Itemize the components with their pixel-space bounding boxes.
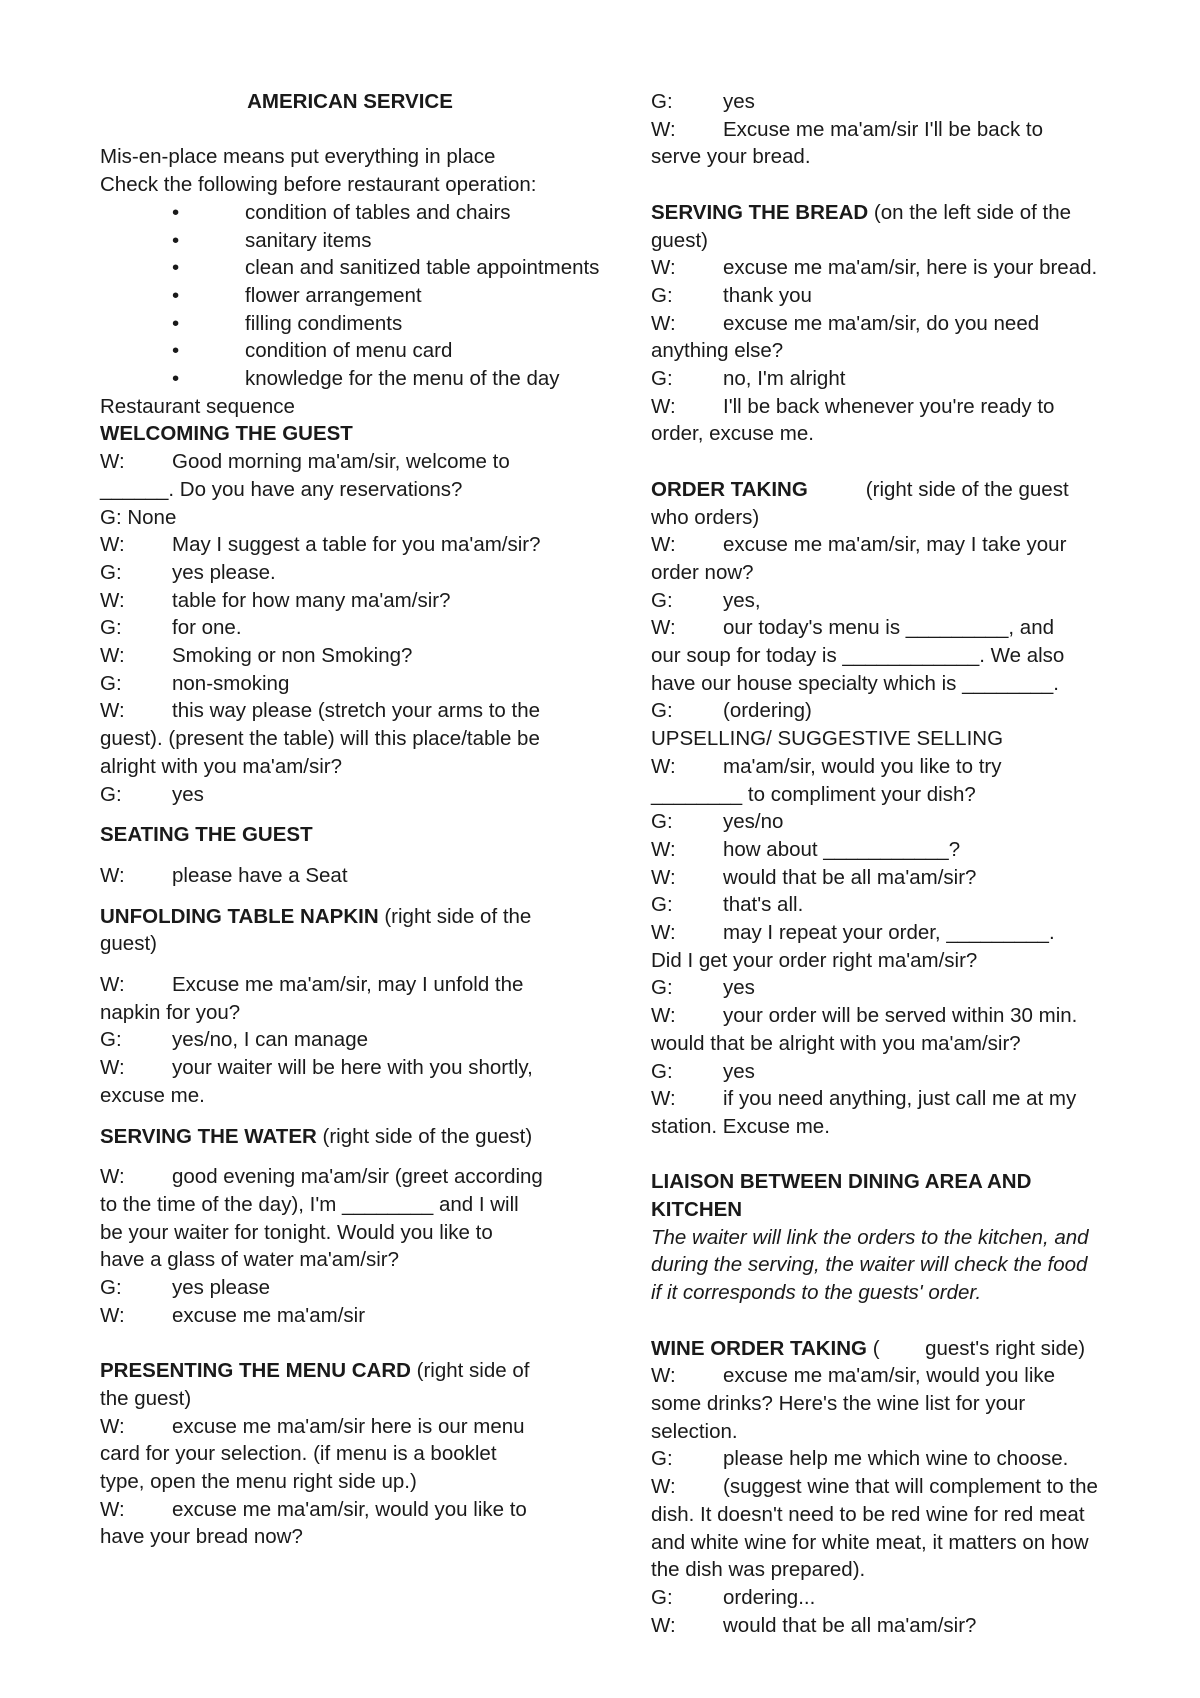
- dialogue-line: ______. Do you have any reservations?: [100, 477, 463, 501]
- left-column: [100, 88, 600, 1551]
- dialogue-line: [651, 697, 1136, 725]
- dialogue-line: have your bread now?: [100, 1525, 303, 1549]
- bullet-icon: •: [172, 283, 180, 307]
- dialogue-block: [651, 88, 1136, 171]
- dialogue-block: [651, 1362, 1136, 1639]
- bullet-icon: •: [172, 339, 180, 363]
- speaker-label: W:: [651, 256, 676, 280]
- speaker-label: G:: [100, 782, 122, 806]
- section-heading: SERVING THE BREAD (on the left side of the: [651, 200, 1072, 224]
- dialogue-line: [651, 1584, 1136, 1612]
- dialogue-line: [651, 919, 1136, 947]
- dialogue-block: [100, 971, 600, 1110]
- section-heading: SEATING THE GUEST: [100, 823, 313, 847]
- speaker-label: W:: [100, 533, 125, 557]
- dialogue-text: May I suggest a table for you ma'am/sir?: [172, 533, 541, 557]
- speaker-label: W:: [100, 699, 125, 723]
- speaker-label: G:: [651, 1059, 673, 1083]
- speaker-label: G:: [100, 560, 122, 584]
- liaison-text: during the serving, the waiter will check the food: [651, 1253, 1088, 1277]
- section-heading: PRESENTING THE MENU CARD (right side of: [100, 1359, 530, 1383]
- bullet-icon: •: [172, 256, 180, 280]
- speaker-label: W:: [651, 837, 676, 861]
- sequence-label: Restaurant sequence: [100, 394, 295, 418]
- dialogue-block: [651, 254, 1136, 448]
- checklist-item: • clean and sanitized table appointments: [100, 254, 600, 282]
- liaison-text: The waiter will link the orders to the kitchen, and: [651, 1225, 1089, 1249]
- dialogue-text: our today's menu is _________, and: [723, 616, 1055, 640]
- speaker-label: G:: [651, 367, 673, 391]
- dialogue-text: (suggest wine that will complement to the: [723, 1475, 1098, 1499]
- dialogue-line: [651, 254, 1136, 282]
- dialogue-line: [651, 587, 1136, 615]
- dialogue-text: table for how many ma'am/sir?: [172, 588, 451, 612]
- speaker-label: G:: [100, 1028, 122, 1052]
- speaker-label: W:: [651, 1364, 676, 1388]
- dialogue-text: no, I'm alright: [723, 367, 846, 391]
- dialogue-line: [100, 642, 600, 670]
- section-note: who orders): [651, 505, 760, 529]
- section-heading: KITCHEN: [651, 1198, 743, 1222]
- dialogue-line: have our house specialty which is ________.: [651, 671, 1059, 695]
- dialogue-text: how about ___________?: [723, 837, 961, 861]
- dialogue-block: [100, 448, 600, 808]
- dialogue-line: ________ to compliment your dish?: [651, 782, 976, 806]
- dialogue-block: [100, 1163, 600, 1329]
- dialogue-line: [651, 1362, 1136, 1390]
- dialogue-line: the dish was prepared).: [651, 1558, 866, 1582]
- dialogue-text: please help me which wine to choose.: [723, 1447, 1069, 1471]
- dialogue-text: that's all.: [723, 893, 804, 917]
- dialogue-text: may I repeat your order, _________.: [723, 921, 1055, 945]
- bullet-icon: •: [172, 228, 180, 252]
- speaker-label: W:: [100, 450, 125, 474]
- dialogue-text: Excuse me ma'am/sir I'll be back to: [723, 117, 1043, 141]
- dialogue-line: [651, 1002, 1136, 1030]
- speaker-label: W:: [651, 865, 676, 889]
- dialogue-line: [651, 310, 1136, 338]
- dialogue-line: guest). (present the table) will this place/table be: [100, 727, 540, 751]
- speaker-label: W:: [651, 1087, 676, 1111]
- speaker-label: W:: [100, 588, 125, 612]
- dialogue-line: [651, 891, 1136, 919]
- dialogue-text: yes please: [172, 1276, 271, 1300]
- dialogue-block: [100, 1413, 600, 1552]
- dialogue-line: [100, 1413, 600, 1441]
- dialogue-line: [651, 836, 1136, 864]
- dialogue-text: your waiter will be here with you shortly,: [172, 1056, 533, 1080]
- speaker-label: G:: [651, 976, 673, 1000]
- dialogue-line: [651, 1445, 1136, 1473]
- intro-line: Mis-en-place means put everything in place: [100, 145, 496, 169]
- dialogue-line: [100, 1302, 600, 1330]
- bullet-icon: •: [172, 200, 180, 224]
- dialogue-text: thank you: [723, 283, 812, 307]
- speaker-label: W:: [651, 921, 676, 945]
- dialogue-line: [651, 365, 1136, 393]
- dialogue-line: UPSELLING/ SUGGESTIVE SELLING: [651, 727, 1004, 751]
- dialogue-line: our soup for today is ____________. We also: [651, 644, 1065, 668]
- dialogue-line: [651, 614, 1136, 642]
- dialogue-line: [100, 971, 600, 999]
- checklist-item: • condition of menu card: [100, 337, 600, 365]
- dialogue-line: [651, 88, 1136, 116]
- checklist-item: • knowledge for the menu of the day: [100, 365, 600, 393]
- dialogue-line: [100, 670, 600, 698]
- checklist-item: • filling condiments: [100, 310, 600, 338]
- section-heading: ORDER TAKING (right side of the guest: [651, 477, 1069, 501]
- dialogue-line: [100, 1274, 600, 1302]
- speaker-label: W:: [651, 1613, 676, 1637]
- speaker-label: G:: [651, 588, 673, 612]
- speaker-label: G:: [651, 283, 673, 307]
- speaker-label: W:: [651, 117, 676, 141]
- bullet-icon: •: [172, 367, 180, 391]
- dialogue-text: yes: [723, 976, 755, 1000]
- dialogue-text: excuse me ma'am/sir, may I take your: [723, 533, 1067, 557]
- dialogue-line: [100, 1163, 600, 1191]
- section-heading: WINE ORDER TAKING ( guest's right side): [651, 1336, 1086, 1360]
- dialogue-line: [100, 587, 600, 615]
- dialogue-text: good evening ma'am/sir (greet according: [172, 1165, 543, 1189]
- dialogue-text: Good morning ma'am/sir, welcome to: [172, 450, 510, 474]
- dialogue-text: excuse me ma'am/sir, do you need: [723, 311, 1040, 335]
- checklist-item: • sanitary items: [100, 227, 600, 255]
- dialogue-line: dish. It doesn't need to be red wine for red meat: [651, 1502, 1085, 1526]
- section-heading: WELCOMING THE GUEST: [100, 422, 353, 446]
- dialogue-text: for one.: [172, 616, 242, 640]
- dialogue-line: [651, 1058, 1136, 1086]
- dialogue-line: selection.: [651, 1419, 738, 1443]
- speaker-label: G:: [100, 1276, 122, 1300]
- dialogue-text: yes/no, I can manage: [172, 1028, 369, 1052]
- dialogue-line: [651, 974, 1136, 1002]
- dialogue-line: [100, 559, 600, 587]
- dialogue-line: [651, 808, 1136, 836]
- dialogue-line: be your waiter for tonight. Would you like to: [100, 1220, 493, 1244]
- dialogue-line: [651, 864, 1136, 892]
- dialogue-text: your order will be served within 30 min.: [723, 1004, 1078, 1028]
- dialogue-line: [651, 1612, 1136, 1640]
- intro-line: Check the following before restaurant operation:: [100, 173, 537, 197]
- dialogue-line: alright with you ma'am/sir?: [100, 754, 343, 778]
- speaker-label: G:: [651, 90, 673, 113]
- dialogue-text: would that be all ma'am/sir?: [723, 1613, 977, 1637]
- dialogue-text: yes: [723, 90, 755, 113]
- speaker-label: W:: [651, 616, 676, 640]
- dialogue-line: [100, 448, 600, 476]
- dialogue-line: [100, 1496, 600, 1524]
- speaker-label: W:: [651, 754, 676, 778]
- dialogue-line: [100, 1054, 600, 1082]
- dialogue-line: serve your bread.: [651, 145, 811, 169]
- dialogue-line: [651, 531, 1136, 559]
- dialogue-line: order now?: [651, 560, 754, 584]
- dialogue-text: excuse me ma'am/sir, would you like to: [172, 1497, 527, 1521]
- dialogue-line: excuse me.: [100, 1083, 205, 1107]
- dialogue-text: yes,: [723, 588, 761, 612]
- section-note: guest): [651, 228, 708, 252]
- dialogue-line: [100, 781, 600, 809]
- section-note: guest): [100, 932, 157, 956]
- dialogue-line: [100, 1026, 600, 1054]
- dialogue-text: excuse me ma'am/sir: [172, 1303, 366, 1327]
- dialogue-text: (ordering): [723, 699, 812, 723]
- dialogue-text: if you need anything, just call me at my: [723, 1087, 1077, 1111]
- section-heading: SERVING THE WATER (right side of the guest): [100, 1124, 533, 1148]
- dialogue-text: I'll be back whenever you're ready to: [723, 394, 1055, 418]
- dialogue-text: this way please (stretch your arms to the: [172, 699, 541, 723]
- speaker-label: G:: [651, 1447, 673, 1471]
- dialogue-line: [651, 393, 1136, 421]
- speaker-label: W:: [651, 394, 676, 418]
- dialogue-line: [100, 531, 600, 559]
- dialogue-line: W: please have a Seat: [100, 863, 348, 887]
- dialogue-line: some drinks? Here's the wine list for your: [651, 1391, 1026, 1415]
- dialogue-line: order, excuse me.: [651, 422, 814, 446]
- speaker-label: G:: [651, 699, 673, 723]
- dialogue-line: would that be alright with you ma'am/sir?: [651, 1031, 1021, 1055]
- liaison-text: if it corresponds to the guests' order.: [651, 1281, 982, 1305]
- document-title: AMERICAN SERVICE: [247, 90, 453, 113]
- dialogue-text: yes: [172, 782, 204, 806]
- dialogue-line: station. Excuse me.: [651, 1114, 830, 1138]
- speaker-label: W:: [100, 1414, 125, 1438]
- dialogue-line: anything else?: [651, 339, 784, 363]
- speaker-label: W:: [100, 644, 125, 668]
- speaker-label: W:: [100, 1497, 125, 1521]
- speaker-label: W:: [100, 1165, 125, 1189]
- speaker-label: W:: [100, 973, 125, 997]
- dialogue-block: [651, 531, 1136, 1140]
- dialogue-text: yes please.: [172, 560, 276, 584]
- dialogue-line: [651, 1085, 1136, 1113]
- dialogue-line: have a glass of water ma'am/sir?: [100, 1248, 400, 1272]
- checklist-item: • flower arrangement: [100, 282, 600, 310]
- dialogue-line: [100, 697, 600, 725]
- bullet-icon: •: [172, 311, 180, 335]
- dialogue-line: type, open the menu right side up.): [100, 1470, 417, 1494]
- dialogue-text: non-smoking: [172, 671, 290, 695]
- speaker-label: W:: [651, 1004, 676, 1028]
- dialogue-line: [100, 614, 600, 642]
- dialogue-line: [651, 753, 1136, 781]
- dialogue-line: [651, 282, 1136, 310]
- speaker-label: W:: [651, 533, 676, 557]
- dialogue-line: card for your selection. (if menu is a booklet: [100, 1442, 497, 1466]
- speaker-label: W:: [100, 1303, 125, 1327]
- dialogue-line: G: None: [100, 505, 177, 529]
- section-heading: LIAISON BETWEEN DINING AREA AND: [651, 1170, 1032, 1194]
- dialogue-line: Did I get your order right ma'am/sir?: [651, 948, 978, 972]
- dialogue-text: Smoking or non Smoking?: [172, 644, 413, 668]
- speaker-label: G:: [651, 1585, 673, 1609]
- dialogue-line: and white wine for white meat, it matters on how: [651, 1530, 1089, 1554]
- dialogue-text: ordering...: [723, 1585, 816, 1609]
- dialogue-text: Excuse me ma'am/sir, may I unfold the: [172, 973, 524, 997]
- dialogue-text: excuse me ma'am/sir here is our menu: [172, 1414, 525, 1438]
- dialogue-line: [651, 1473, 1136, 1501]
- speaker-label: W:: [651, 311, 676, 335]
- dialogue-text: excuse me ma'am/sir, would you like: [723, 1364, 1056, 1388]
- dialogue-text: would that be all ma'am/sir?: [723, 865, 977, 889]
- dialogue-text: excuse me ma'am/sir, here is your bread.: [723, 256, 1098, 280]
- speaker-label: W:: [100, 1056, 125, 1080]
- checklist-item: • condition of tables and chairs: [100, 199, 600, 227]
- section-note: the guest): [100, 1386, 192, 1410]
- dialogue-text: yes: [723, 1059, 755, 1083]
- speaker-label: G:: [100, 671, 122, 695]
- speaker-label: G:: [651, 810, 673, 834]
- right-column: [651, 88, 1136, 1639]
- dialogue-text: yes/no: [723, 810, 784, 834]
- dialogue-line: [651, 116, 1136, 144]
- dialogue-text: ma'am/sir, would you like to try: [723, 754, 1002, 778]
- dialogue-line: napkin for you?: [100, 1000, 241, 1024]
- speaker-label: G:: [100, 616, 122, 640]
- speaker-label: G:: [651, 893, 673, 917]
- section-heading: UNFOLDING TABLE NAPKIN (right side of the: [100, 904, 532, 928]
- speaker-label: W:: [651, 1475, 676, 1499]
- dialogue-line: to the time of the day), I'm ________ and I will: [100, 1193, 519, 1216]
